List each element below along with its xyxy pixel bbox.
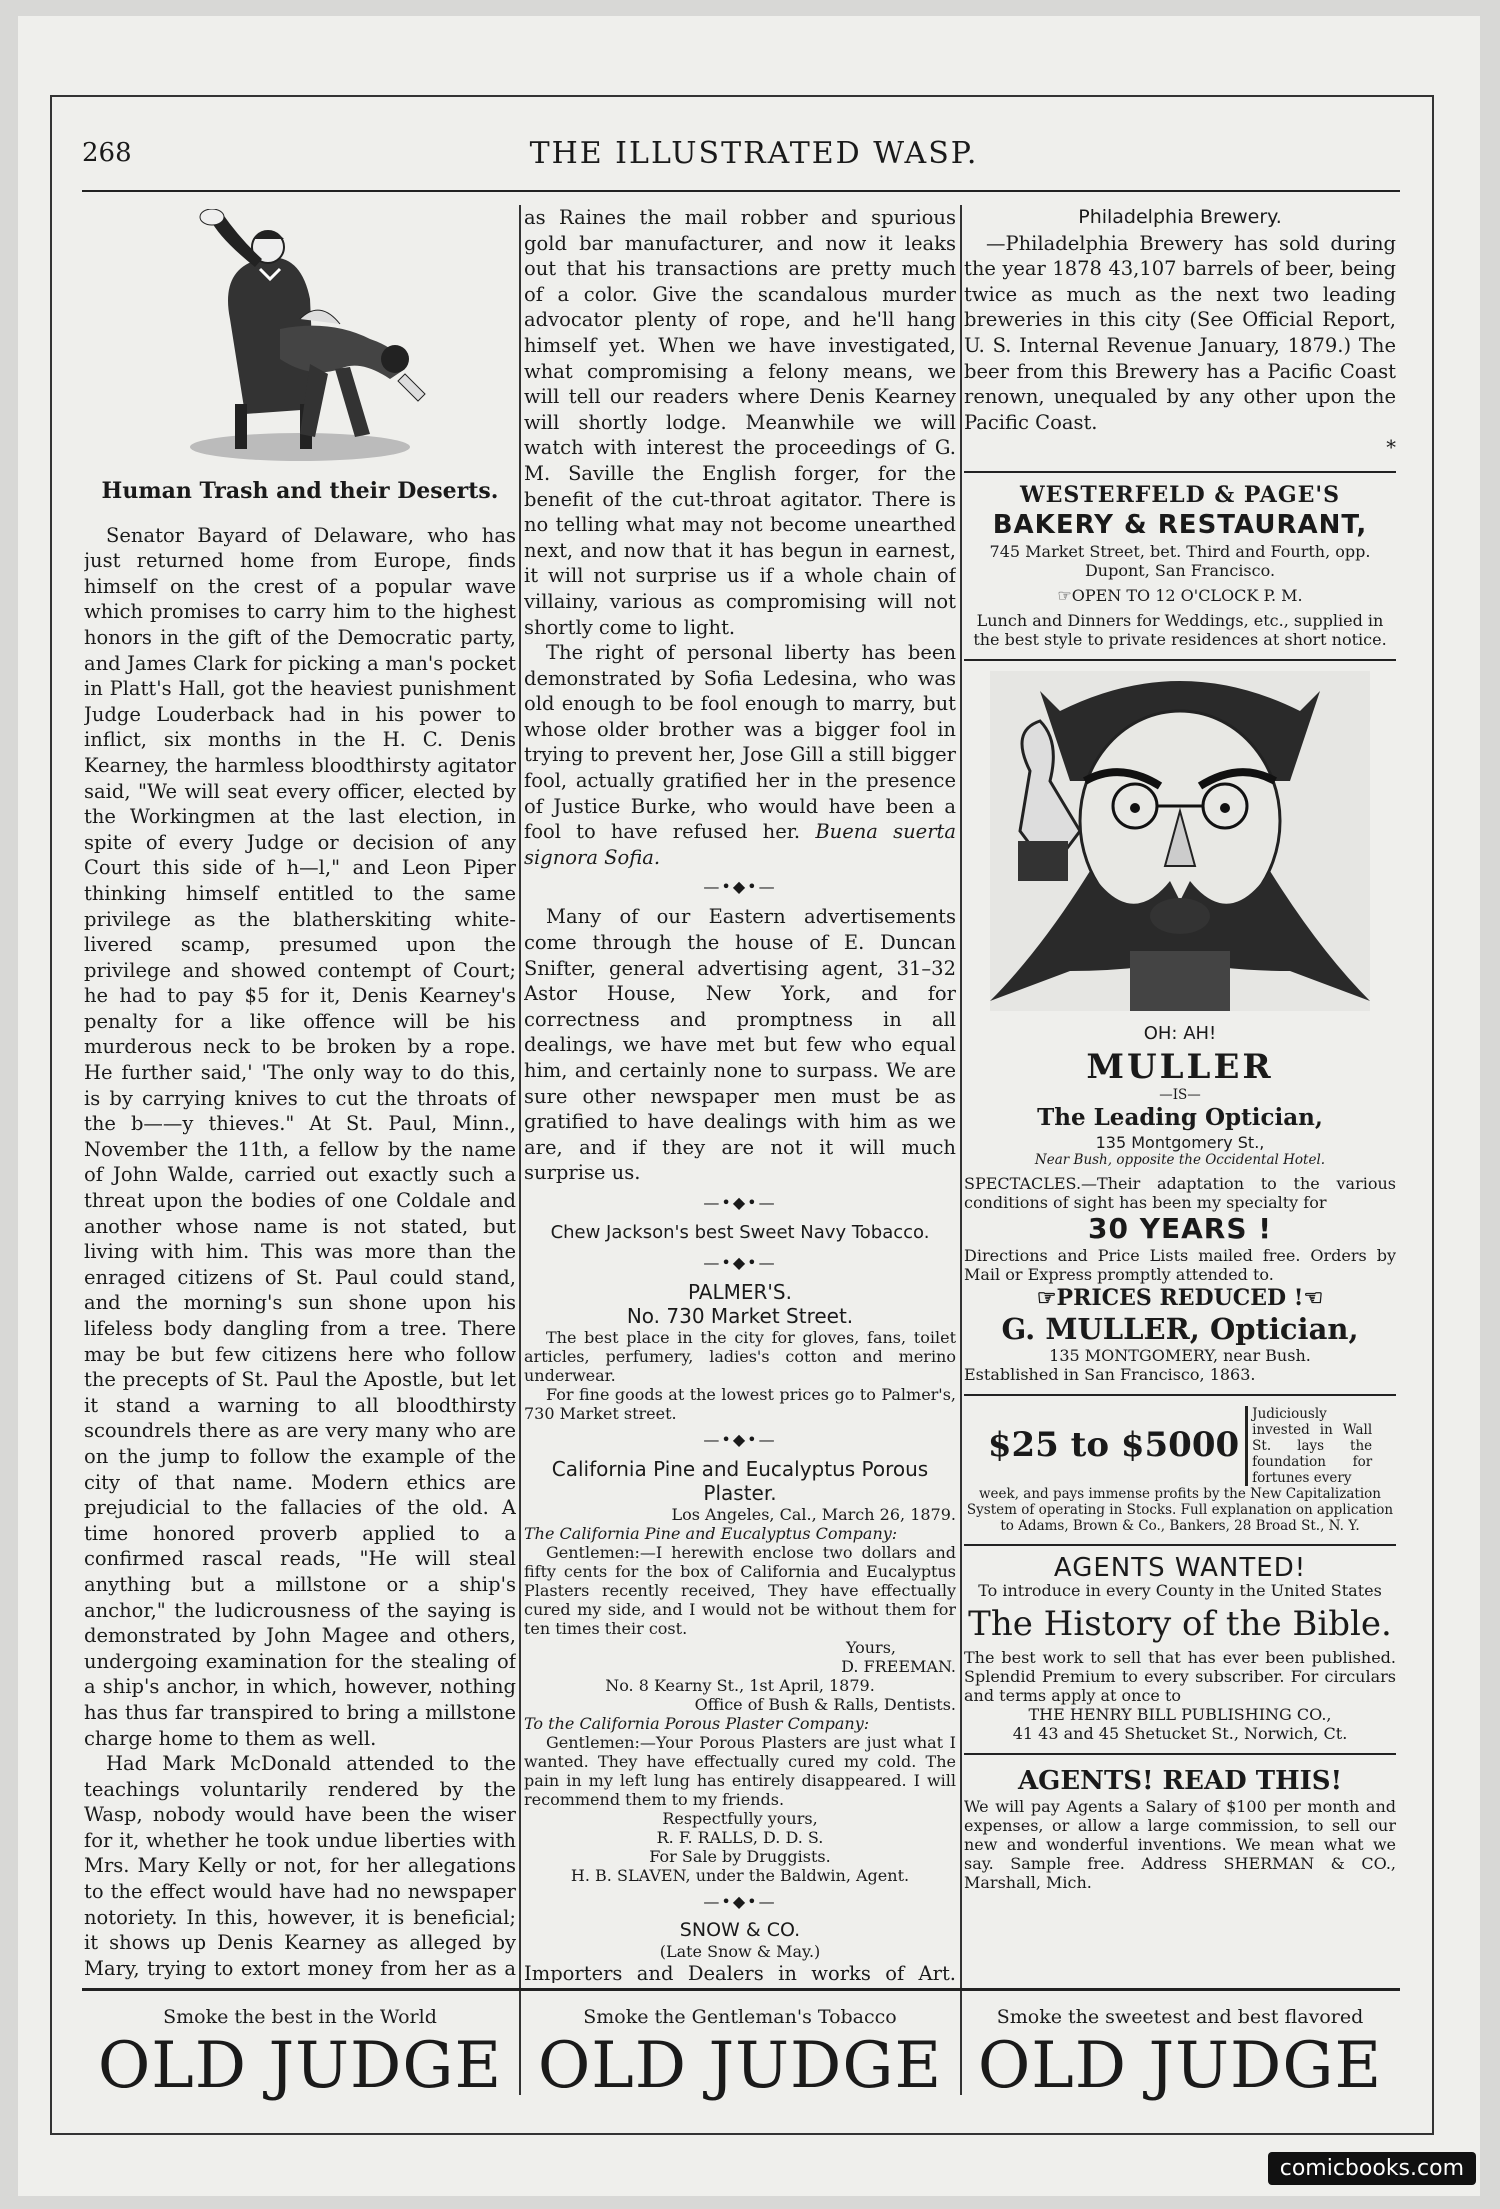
spanish-quote: Buena suerta signora Sofia. bbox=[524, 820, 956, 869]
old-judge-tagline: Smoke the Gentleman's Tobacco bbox=[583, 2006, 897, 2028]
old-judge-ad-3 bbox=[964, 1990, 1396, 2103]
section-rule bbox=[964, 471, 1396, 473]
plaster-letter: Gentlemen:—I herewith enclose two dollars and fifty cents for the box of California and Eucalyptus Plasters recently received, They have effectually cured my side, and I would not be without them for ten times their cost. bbox=[524, 1542, 956, 1638]
article-paragraph bbox=[524, 640, 956, 870]
muller-is: —IS— bbox=[1159, 1086, 1201, 1103]
snow-sub: (Late Snow & May.) bbox=[659, 1941, 821, 1961]
column-3 bbox=[964, 205, 1396, 1983]
bakery-text: Lunch and Dinners for Weddings, etc., supplied in the best style to private residences at short notice. bbox=[973, 611, 1387, 650]
watermark-logo: comicbooks.com bbox=[1268, 2152, 1476, 2185]
agents-wanted-address: 41 43 and 45 Shetucket St., Norwich, Ct. bbox=[1012, 1724, 1348, 1744]
snow-text: Importers and Dealers in works of Art. bbox=[524, 1961, 956, 1983]
bakery-line-2: BAKERY & RESTAURANT, bbox=[992, 509, 1368, 540]
column-rule-2 bbox=[960, 205, 962, 2095]
article-paragraph: as Raines the mail robber and spurious gold bar manufacturer, and now it leaks out that his transactions are pretty much of a color. Give the scandalous murder advocator plenty of rope, and he'll hang himself yet. When we have investigated, what compromising a felony means, we will tell our readers where Denis Kearney will shortly lodge. Meanwhile we will watch with interest the proceedings of G. M. Saville the English forger, for the benefit of the cut-throat agitator. There is no telling what may not become unearthed next, and now that it has begun in earnest, it will not surprise us if a whole chain of villainy, various as compromising will not shortly come to light. bbox=[524, 206, 956, 639]
bakery-address: 745 Market Street, bet. Third and Fourth, opp. Dupont, San Francisco. bbox=[989, 542, 1371, 581]
ornament-divider: —•◆•— bbox=[703, 877, 777, 897]
agents-wanted-title: AGENTS WANTED! bbox=[1053, 1552, 1307, 1583]
plaster-office: Office of Bush & Ralls, Dentists. bbox=[694, 1694, 956, 1714]
muller-spectacles: SPECTACLES.—Their adaptation to the various conditions of sight has been my specialty for bbox=[964, 1173, 1396, 1212]
plaster-yours: Yours, bbox=[845, 1637, 896, 1657]
ornament-divider: —•◆•— bbox=[703, 1429, 777, 1449]
plaster-agent: H. B. SLAVEN, under the Baldwin, Agent. bbox=[570, 1865, 910, 1885]
plaster-dateline-2: No. 8 Kearny St., 1st April, 1879. bbox=[605, 1675, 875, 1695]
stocks-amount: $25 to $5000 bbox=[987, 1424, 1240, 1465]
old-judge-tagline: Smoke the sweetest and best flavored bbox=[996, 2006, 1364, 2028]
muller-directions: Directions and Price Lists mailed free. Orders by Mail or Express promptly attended to. bbox=[964, 1245, 1396, 1284]
column-2 bbox=[524, 205, 956, 1983]
muller-name: MULLER bbox=[1086, 1046, 1274, 1087]
palmers-text: The best place in the city for gloves, fans, toilet articles, perfumery, ladies's cotton and merino underwear. bbox=[524, 1327, 956, 1385]
agents-wanted-intro: To introduce in every County in the United States bbox=[978, 1581, 1382, 1601]
plaster-dateline: Los Angeles, Cal., March 26, 1879. bbox=[671, 1504, 956, 1524]
agents-read-title: AGENTS! READ THIS! bbox=[1017, 1766, 1342, 1797]
column-rule-1 bbox=[519, 205, 521, 2095]
ornament-divider: —•◆•— bbox=[703, 1192, 777, 1212]
snow-name: SNOW & CO. bbox=[679, 1918, 801, 1941]
header-rule bbox=[82, 190, 1400, 192]
muller-street-2: 135 MONTGOMERY, near Bush. bbox=[1049, 1345, 1311, 1365]
muller-prices: ☞PRICES REDUCED !☜ bbox=[1036, 1284, 1324, 1311]
brewery-text: —Philadelphia Brewery has sold during the year 1878 43,107 barrels of beer, being twice as much as the next two leading breweries in this city (See Official Report, U. S. Internal Revenue January, 1879.) The beer from this Brewery has a Pacific Coast renown, unequaled by any other upon the Pacific Coast. bbox=[964, 231, 1396, 434]
muller-exclaim: OH: AH! bbox=[1143, 1023, 1217, 1045]
palmers-name: PALMER'S. bbox=[688, 1279, 792, 1304]
cartoon-title: Human Trash and their Deserts. bbox=[101, 478, 499, 504]
stocks-side: Judiciously invested in Wall St. lays the foundation for fortunes every bbox=[1245, 1406, 1372, 1486]
muller-optician: G. MULLER, Optician, bbox=[1001, 1311, 1359, 1346]
stocks-text: week, and pays immense profits by the New Capitalization System of operating in Stocks. Full explanation on application to Adams, Brown & Co., Bankers, 28 Broad St., N. Y. bbox=[966, 1485, 1394, 1534]
plaster-sale: For Sale by Druggists. bbox=[649, 1846, 831, 1866]
plaster-salutation: The California Pine and Eucalyptus Company: bbox=[524, 1523, 898, 1543]
column-1 bbox=[84, 205, 516, 1983]
article-paragraph: Senator Bayard of Delaware, who has just returned home from Europe, finds himself on the crest of a popular wave which promises to carry him to the highest honors in the gift of the Democratic party, and James Clark for picking a man's pocket in Platt's Hall, got the heaviest punishment Judge Louderback had in his power to inflict, six months in the H. C. Denis Kearney, the harmless bloodthirsty agitator said, "We will seat every officer, elected by the Workingmen at the last election, in spite of every Judge or decision of any Court this side of h—l," and Leon Piper thinking himself entitled to the same privilege as the blatherskiting white-livered scamp, presumed upon the privilege and showed contempt of Court; he had to pay $5 for it, Denis Kearney's penalty for a like offence will be his murderous neck to be broken by a rope. He further said,' 'The only way to do this, is by carrying knives to cut the throats of the b——y thieves." At St. Paul, Minn., November the 11th, a fellow by the name of John Walde, carried out exactly such a threat upon the bodies of one Coldale and another whose name is not stated, but living with him. This was more than the enraged citizens of St. Paul could stand, and the morning's sun shone upon his lifeless body dangling from a tree. There may be but few citizens here who follow the precepts of St. Paul the Apostle, but let it stand a warning to all bloodthirsty scoundrels there as are very many who are on the jump to follow the example of the city of that name. Modern ethics are prejudicial to the fallacies of the old. A time honored proverb applied to a confirmed rascal reads, "He will steal anything but a millstone or a ship's anchor," the ludicrousness of the saying is demonstrated by John Magee and others, undergoing examination for the stealing of a ship's anchor, in which, however, nothing has thus far transpired to bring a millstone charge home to them as well. bbox=[84, 523, 516, 1750]
muller-near: Near Bush, opposite the Occidental Hotel. bbox=[1034, 1151, 1326, 1168]
ornament-divider: —•◆•— bbox=[703, 1891, 777, 1911]
old-judge-brand: OLD JUDGE bbox=[977, 2029, 1383, 2103]
plaster-letter-2: Gentlemen:—Your Porous Plasters are just what I wanted. They have effectually cured my cold. The pain in my left lung has entirely disappeared. I will recommend them to my friends. bbox=[524, 1732, 956, 1809]
bakery-line-1: WESTERFELD & PAGE'S bbox=[1019, 481, 1341, 508]
spanking-cartoon-illustration bbox=[150, 209, 450, 469]
section-rule bbox=[964, 659, 1396, 661]
ornament-divider: —•◆•— bbox=[703, 1252, 777, 1272]
brewery-mark: * bbox=[1386, 436, 1396, 460]
muller-street: 135 Montgomery St., bbox=[1095, 1132, 1265, 1152]
palmers-text: For fine goods at the lowest prices go to Palmer's, 730 Market street. bbox=[524, 1384, 956, 1423]
old-judge-tagline: Smoke the best in the World bbox=[163, 2006, 437, 2028]
plaster-salutation-2: To the California Porous Plaster Company: bbox=[524, 1713, 870, 1733]
plaster-title: California Pine and Eucalyptus Porous Plaster. bbox=[551, 1456, 929, 1505]
muller-established: Established in San Francisco, 1863. bbox=[964, 1364, 1256, 1384]
muller-leading: The Leading Optician, bbox=[1037, 1103, 1323, 1131]
old-judge-brand: OLD JUDGE bbox=[97, 2029, 503, 2103]
section-rule bbox=[964, 1544, 1396, 1546]
bakery-hours: ☞OPEN TO 12 O'CLOCK P. M. bbox=[1057, 586, 1303, 606]
page-title: THE ILLUSTRATED WASP. bbox=[529, 136, 979, 171]
plaster-signer-2: R. F. RALLS, D. D. S. bbox=[656, 1827, 824, 1847]
article-paragraph: Had Mark McDonald attended to the teachings voluntarily rendered by the Wasp, nobody would have been the wiser for it, whether he took undue liberties with Mrs. Mary Kelly or not, for her allegations to the effect would have had no newspaper notoriety. In this, however, it is beneficial; it shows up Denis Kearney as alleged by Mary, trying to extort money from her as a bbox=[84, 1752, 516, 1980]
agents-wanted-company: THE HENRY BILL PUBLISHING CO., bbox=[1028, 1705, 1332, 1725]
stocks-ad bbox=[964, 1406, 1396, 1486]
old-judge-ad-1 bbox=[84, 1990, 516, 2103]
old-judge-brand: OLD JUDGE bbox=[537, 2029, 943, 2103]
section-rule bbox=[964, 1753, 1396, 1755]
snifter-notice: Many of our Eastern advertisements come through the house of E. Duncan Snifter, general advertising agent, 31–32 Astor House, New York, and for correctness and promptness in all dealings, we have met but few who equal him, and certainly none to surpass. We are sure other newspaper men must be as gratified to have dealings with him as we are, and if they are not it will much surprise us. bbox=[524, 905, 956, 1185]
agents-wanted-text: The best work to sell that has ever been published. Splendid Premium to every subscriber. For circulars and terms apply at once to bbox=[964, 1648, 1396, 1706]
page-number: 268 bbox=[82, 138, 132, 168]
plaster-signer: D. FREEMAN. bbox=[841, 1656, 956, 1676]
muller-years: 30 YEARS ! bbox=[1087, 1211, 1273, 1245]
tobacco-line: Chew Jackson's best Sweet Navy Tobacco. bbox=[550, 1221, 930, 1243]
page-header bbox=[62, 136, 1446, 180]
article-text: The right of personal liberty has been demonstrated by Sofia Ledesina, who was old enough to be fool enough to marry, but whose older brother was a bigger fool in trying to prevent her, Jose Gill a still bigger fool, actually gratified her in the presence of Justice Burke, who would have been a fool to have refused her. bbox=[524, 641, 956, 844]
palmers-address: No. 730 Market Street. bbox=[626, 1303, 854, 1328]
optician-portrait-illustration bbox=[990, 671, 1370, 1011]
plaster-yours-2: Respectfully yours, bbox=[662, 1808, 818, 1828]
brewery-title: Philadelphia Brewery. bbox=[1078, 206, 1282, 228]
agents-read-text: We will pay Agents a Salary of $100 per month and expenses, or allow a large commission, to sell our new and wonderful inventions. We mean what we say. Sample free. Address SHERMAN & CO., Marshall, Mich. bbox=[964, 1797, 1396, 1893]
section-rule bbox=[964, 1394, 1396, 1396]
agents-wanted-book: The History of the Bible. bbox=[968, 1604, 1392, 1645]
old-judge-ad-2 bbox=[524, 1990, 956, 2103]
